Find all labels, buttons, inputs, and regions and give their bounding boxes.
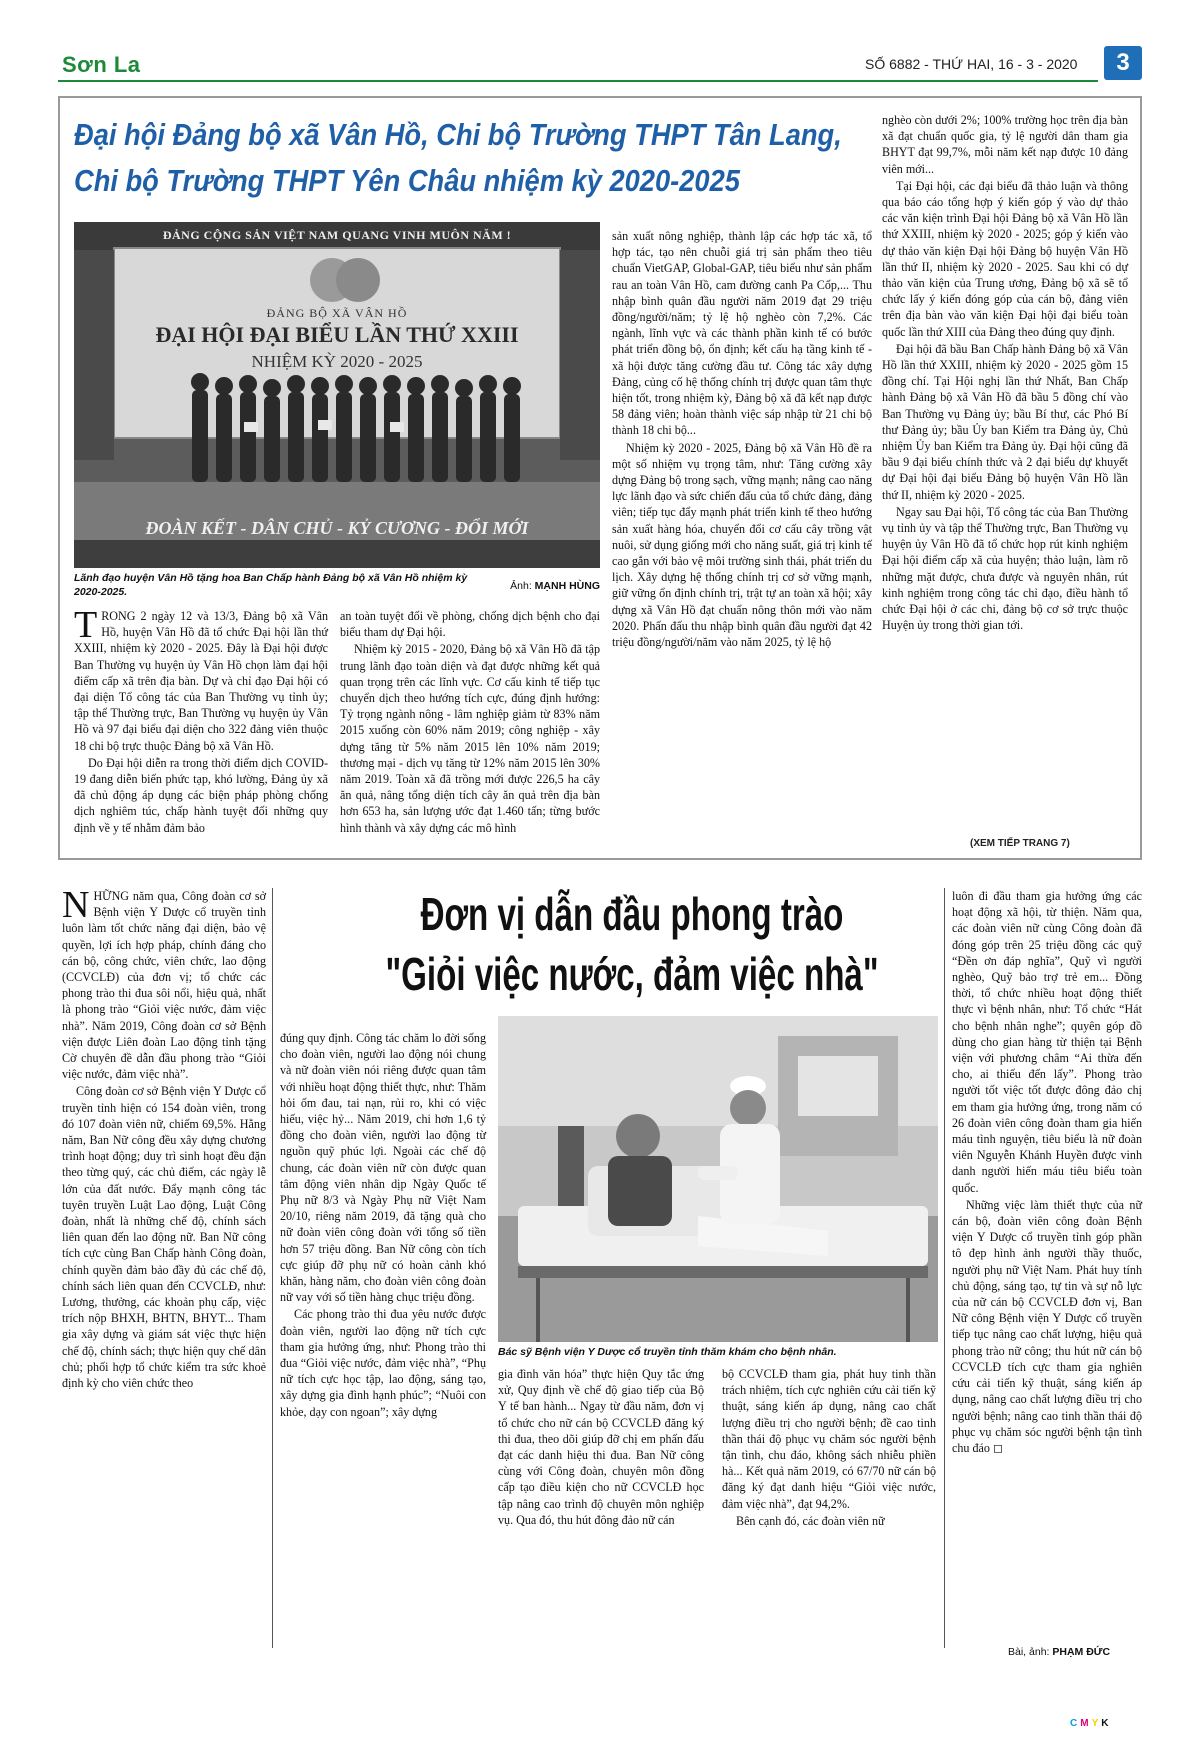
- article-1-headline: [74, 112, 842, 204]
- article-1-continued: (XEM TIẾP TRANG 7): [970, 838, 1070, 849]
- article-2-column-2: [280, 1030, 486, 1420]
- photo-line1: ĐẢNG BỘ XÃ VÂN HỒ: [266, 306, 408, 320]
- article-2-headline-line1: Đơn vị dẫn đầu phong trào: [420, 888, 844, 940]
- article-2-headline: [282, 884, 982, 1004]
- article-1-headline-line1: Đại hội Đảng bộ xã Vân Hồ, Chi bộ Trường THPT Tân Lang,: [74, 117, 842, 152]
- congress-photo: [74, 222, 600, 568]
- article-2-headline-line2: "Giỏi việc nước, đảm việc nhà": [385, 948, 879, 1000]
- article-1-col1-p1: RONG 2 ngày 12 và 13/3, Đảng bộ xã Vân Hồ, huyện Vân Hồ đã tổ chức Đại hội lần thứ XXIII, nhiệm kỳ 2020 - 2025. Đây là Đại hội được Ban Thường vụ huyện ủy Vân Hồ chọn làm đại hội điểm cấp xã trên địa bàn. Dự và chỉ đạo Đại hội có đại diện Tổ công tác của Ban Thường vụ tỉnh ủy; tập thể Thường trực, Ban Thường vụ huyện ủy Vân Hồ và 97 đại biểu đại diện cho 322 đảng viên thuộc 18 chi bộ trực thuộc Đảng bộ xã Vân Hồ.: [74, 609, 328, 753]
- article-2-col5-p1: luôn đi đầu tham gia hưởng ứng các hoạt động xã hội, từ thiện. Năm qua, các đoàn viên nữ cùng Công đoàn đã đóng góp trên 25 triệu đồng các quỹ “Đền ơn đáp nghĩa”, Quỹ vì người nghèo, Quỹ bảo trợ trẻ em... Đồng thời, tổ chức nhiều hoạt động thiết thực vì bệnh nhân, như: Tổ chức “Hát cho bệnh nhân nghe”; quyên góp đồ dùng cho gian hàng từ thiện tại Bệnh viện với phương châm “Ai thừa đến cho, ai thiếu đến lấy”. Phong trào người tốt việc tốt được đông đảo chị em tham gia hưởng ứng, trong năm có 26 đoàn viên công đoàn tham gia hiến máu tình nguyện, tiêu biểu là nữ đoàn viên Nguyễn Khánh Huyền được vinh danh người hiến máu tiêu biểu toàn quốc.: [952, 889, 1142, 1195]
- photo-slogan: ĐOÀN KẾT - DÂN CHỦ - KỶ CƯƠNG - ĐỔI MỚI: [145, 518, 529, 538]
- header-rule: [58, 80, 1098, 82]
- article-2-col2-p2: Các phong trào thi đua yêu nước được đoàn viên, người lao động nữ tích cực tham gia hưởng ứng, như: Phong trào thi đua “Giỏi việc nước, đảm việc nhà”, “Phụ nữ tích cực học tập, lao động, sáng tạo, xây dựng gia đình hạnh phúc”; “Nuôi con khỏe, dạy con ngoan”; xây dựng: [280, 1307, 486, 1419]
- hospital-photo: [498, 1016, 938, 1342]
- issue-date: SỐ 6882 - THỨ HAI, 16 - 3 - 2020: [865, 56, 1078, 72]
- cmyk-c: C: [1070, 1718, 1081, 1729]
- article-1-column-3: [612, 228, 872, 650]
- cmyk-m: M: [1080, 1718, 1092, 1729]
- column-rule-2: [944, 888, 945, 1648]
- article-2-col4-p2: Bên cạnh đó, các đoàn viên nữ: [736, 1513, 885, 1528]
- article-1-column-2: [340, 608, 600, 836]
- article-2-credit: [1008, 1646, 1110, 1658]
- article-2-col1-p2: Công đoàn cơ sở Bệnh viện Y Dược cổ truyền tỉnh hiện có 154 đoàn viên, trong đó 107 đoàn viên nữ, chiếm 69,5%. Hằng năm, Ban Nữ công đều xây dựng chương trình hoạt động; duy trì sinh hoạt đều đặn theo từng quý, các chủ điểm, các ngày lễ lớn của đất nước. Đẩy mạnh công tác tuyên truyền Luật Lao động, Luật Công đoàn, nhất là những chế độ, chính sách liên quan đến lao động nữ. Ban Nữ công tích cực cùng Ban Chấp hành Công đoàn, chính quyền đảm bảo đầy đủ các chế độ, chính sách liên quan đến CCVCLĐ, như: Lương, thưởng, các khoản phụ cấp, việc trích nộp BHXH, BHTN, BHYT... Tham gia xây dựng và giám sát việc thực hiện chế độ, chính sách; thực hiện quy chế dân chủ; phối hợp tổ chức kiểm tra sức khoẻ định kỳ cho viên chức theo: [62, 1084, 266, 1391]
- column-rule-1: [272, 888, 273, 1648]
- article-1-col2-p2: Nhiệm kỳ 2015 - 2020, Đảng bộ xã Vân Hồ đã tập trung lãnh đạo toàn diện và đạt được những kết quả quan trọng trên các lĩnh vực. Cơ cấu kinh tế tiếp tục chuyển dịch theo hướng tích cực, đúng định hướng: Tỷ trọng ngành nông - lâm nghiệp giảm từ 83% năm 2015 xuống còn 60% năm 2019; công nghiệp - xây dựng tăng từ 5% năm 2015 lên 10% năm 2019; thương mại - dịch vụ tăng từ 12% năm 2015 lên 30% năm 2019. Toàn xã đã trồng mới được 226,5 ha cây ăn quả, nâng tổng diện tích cây ăn quả trên địa bàn hơn 653 ha, sản lượng ước đạt 1.460 tấn; từng bước hình thành và xây dựng các mô hình: [340, 642, 600, 835]
- page-header: [0, 0, 1200, 88]
- article-2-column-3: [498, 1366, 704, 1528]
- photo-line3: NHIỆM KỲ 2020 - 2025: [251, 352, 423, 371]
- article-1-credit-name: MẠNH HÙNG: [534, 580, 600, 592]
- article-1-col1-p2: Do Đại hội diễn ra trong thời điểm dịch COVID-19 đang diễn biến phức tạp, khó lường, Đảng ủy xã đã chủ động áp dụng các biện pháp phòng chống dịch nghiêm túc, chấp hành tuyệt đối những quy định về y tế nhằm đảm bảo: [74, 755, 328, 835]
- article-2-caption: Bác sỹ Bệnh viện Y Dược cổ truyền tỉnh thăm khám cho bệnh nhân.: [498, 1346, 837, 1358]
- cmyk-k: K: [1101, 1718, 1112, 1729]
- article-2-end-mark: ◻: [992, 1440, 1004, 1455]
- article-2-col4-p1: bộ CCVCLĐ tham gia, phát huy tinh thần trách nhiệm, tích cực nghiên cứu cải tiến kỹ thuật, sáng kiến áp dụng, nâng cao chất lượng điều trị cho người bệnh; đề cao tinh thần thái độ phục vụ chăm sóc người bệnh tận tình, chu đáo, không sách nhiễu phiền hà... Kết quả năm 2019, có 67/70 nữ cán bộ đăng ký đạt danh hiệu “Giỏi việc nước, đảm việc nhà”, đạt 94,2%.: [722, 1367, 936, 1511]
- article-1-col4-p2: Tại Đại hội, các đại biểu đã thảo luận và thông qua báo cáo tổng hợp ý kiến góp ý vào dự thảo các văn kiện trình Đại hội Đảng bộ xã Vân Hồ lần thứ XXIII, nhiệm kỳ 2020 - 2025; góp ý kiến vào dự thảo văn kiện Đại hội Đảng bộ huyện Vân Hồ lần thứ II, nhiệm kỳ 2020 - 2025. Sau khi có dự thảo văn kiện của Trung ương, Đảng bộ xã sẽ tổ chức lấy ý kiến đóng góp của cán bộ, đảng viên trên địa bàn vào văn kiện Đại hội đại biểu toàn quốc lần thứ XIII của Đảng theo đúng quy định.: [882, 178, 1128, 339]
- cmyk-y: Y: [1091, 1718, 1102, 1729]
- article-1-credit-label: Ảnh:: [510, 580, 535, 592]
- article-2-col5-p2: Những việc làm thiết thực của nữ cán bộ, đoàn viên công đoàn Bệnh viện Y Dược cổ truyền tỉnh góp phần tô đẹp hình ảnh người thầy thuốc, người phụ nữ Việt Nam. Phát huy tính chủ động, sáng tạo, tự tin và sự nỗ lực của nữ cán bộ CCVCLĐ đơn vị, Ban Nữ công Bệnh viện Y Dược cổ truyền tiếp tục nâng cao chất lượng, hiệu quả phong trào nữ công; thu hút nữ cán bộ CCVCLĐ tích cực tham gia nghiên cứu cải tiến kỹ thuật, sáng kiến áp dụng, nâng cao chất lượng điều trị cho người bệnh; nâng cao tinh thần thái độ phục vụ chăm sóc người bệnh tận tình chu đáo: [952, 1197, 1142, 1455]
- article-2-column-5: [952, 888, 1142, 1456]
- article-1-dropcap: T: [74, 604, 98, 646]
- article-1-col3-p2: Nhiệm kỳ 2020 - 2025, Đảng bộ xã Vân Hồ đề ra một số nhiệm vụ trọng tâm, như: Tăng cường xây dựng Đảng bộ trong sạch, vững mạnh; nâng cao năng lực lãnh đạo và sức chiến đấu của tổ chức đảng, đảng viên; tiếp tục đẩy mạnh phát triển kinh tế theo hướng sản xuất hàng hóa, chuyển đổi cơ cấu cây trồng vật nuôi, sử dụng giống mới cho năng suất, giá trị kinh tế cao gắn với bảo vệ môi trường sinh thái, phát triển du lịch. Xây dựng hệ thống chính trị cơ sở vững mạnh, giữ vững ổn định chính trị, trật tự an toàn xã hội; xây dựng xã Vân Hồ đạt chuẩn nông thôn mới vào năm 2020. Phấn đấu thu nhập bình quân đầu người đạt 42 triệu đồng/người/năm vào năm 2025, tỷ lệ hộ: [612, 440, 872, 650]
- article-1-col4-p4: Ngay sau Đại hội, Tổ công tác của Ban Thường vụ tỉnh ủy và tập thể Thường trực, Ban Thường vụ huyện ủy Vân Hồ đã tổ chức họp rút kinh nghiệm Đại hội điểm cấp xã của huyện; thảo luận, làm rõ những mặt được, chưa được và nguyên nhân, rút kinh nghiệm trong công tác chỉ đạo, điều hành tổ chức Đại hội ở các chi, đảng bộ cơ sở trực thuộc Huyện ủy trong thời gian tới.: [882, 504, 1128, 633]
- page-number: 3: [1116, 49, 1130, 76]
- article-2-col2-p1: đúng quy định. Công tác chăm lo đời sống cho đoàn viên, người lao động nói chung và nữ đoàn viên nói riêng được quan tâm với nhiều hoạt động thiết thực, như: Thăm hỏi ốm đau, tai nạn, rủi ro, khi có việc hiếu, việc hỷ... Năm 2019, chi hơn 1,6 tỷ đồng cho đoàn viên, người lao động từ nguồn quỹ phúc lợi. Ngoài các chế độ chung, các đoàn viên nữ còn được quan tâm động viên nhân dịp Ngày Quốc tế Phụ nữ 8/3 và Ngày Phụ nữ Việt Nam 20/10, riêng năm 2019, đã tặng quà cho nữ đoàn viên công đoàn với tổng số tiền hơn 57 triệu đồng. Ban Nữ công còn tích cực giúp đỡ phụ nữ có hoàn cảnh khó khăn, hàng năm, cho đoàn viên công đoàn nữ vay với số tiền hàng chục triệu đồng.: [280, 1031, 486, 1305]
- article-2-credit-name: PHẠM ĐỨC: [1052, 1646, 1111, 1658]
- photo-line2: ĐẠI HỘI ĐẠI BIỂU LẦN THỨ XXIII: [155, 322, 519, 347]
- article-1-caption: Lãnh đạo huyện Vân Hồ tặng hoa Ban Chấp hành Đảng bộ xã Vân Hồ nhiệm kỳ 2020-2025.: [74, 572, 468, 598]
- article-1-col2-p1: an toàn tuyệt đối về phòng, chống dịch bệnh cho đại biểu tham dự Đại hội.: [340, 609, 600, 640]
- article-1-caption-block: [74, 572, 600, 602]
- section-label: Sơn La: [62, 52, 141, 77]
- article-2-column-4: [722, 1366, 936, 1529]
- article-1-col4-p1: nghèo còn dưới 2%; 100% trường học trên địa bàn xã đạt chuẩn quốc gia, tỷ lệ người dân tham gia BHYT đạt 99,7%, mỗi năm kết nạp được 10 đảng viên mới...: [882, 113, 1128, 176]
- page-number-tab: [1104, 46, 1142, 80]
- hospital-photo-art: [498, 1016, 938, 1342]
- article-1-column-4: [882, 112, 1128, 634]
- article-2-col1-p1: HỮNG năm qua, Công đoàn cơ sở Bệnh viện Y Dược cổ truyền tỉnh luôn làm tốt chức năng đại diện, bảo vệ quyền, lợi ích hợp pháp, chính đáng cho cán bộ, công chức, viên chức, lao động (CCVCLĐ) của đơn vị; tổ chức các phong trào thi đua sôi nổi, hiệu quả, nhất là phong trào “Giỏi việc nước, đảm việc nhà”. Năm 2019, Công đoàn cơ sở Bệnh viện được Liên đoàn Lao động tỉnh tặng Cờ chuyên đề dẫn đầu phong trào “Giỏi việc nước, đảm việc nhà”.: [62, 889, 266, 1082]
- photo-banner-top: ĐẢNG CỘNG SẢN VIỆT NAM QUANG VINH MUÔN NĂM !: [162, 228, 512, 242]
- article-1-headline-line2: Chi bộ Trường THPT Yên Châu nhiệm kỳ 2020-2025: [74, 163, 740, 198]
- article-1-col4-p3: Đại hội đã bầu Ban Chấp hành Đảng bộ xã Vân Hồ lần thứ XXIII, nhiệm kỳ 2020 - 2025 gồm 15 đồng chí. Tại Hội nghị lần thứ Nhất, Ban Chấp hành Đảng bộ xã Vân Hồ đã bầu 5 đồng chí vào Ban Thường vụ Đảng ủy; bầu Bí thư, các Phó Bí thư Đảng ủy; bầu Ủy ban Kiểm tra Đảng ủy, Chủ nhiệm Ủy ban Kiểm tra Đảng ủy. Đại hội cũng đã bầu 9 đại biểu chính thức và 2 đại biểu dự khuyết dự Đại hội đại biểu Đảng bộ huyện Vân Hồ lần thứ II, nhiệm kỳ 2020 - 2025.: [882, 341, 1128, 502]
- article-1-column-1: [74, 604, 328, 836]
- article-2-credit-label: Bài, ảnh:: [1008, 1646, 1053, 1658]
- cmyk-marks: [1070, 1718, 1111, 1729]
- article-1-col3-p1: sản xuất nông nghiệp, thành lập các hợp tác xã, tổ hợp tác, tạo nên chuỗi giá trị sản phẩm theo tiêu chuẩn VietGAP, Global-GAP, tiêu biểu như sản phẩm rau an toàn Vân Hồ, cam đường canh Pa Cốp,... Thu nhập bình quân đầu người năm 2019 đạt 29 triệu đồng/người/năm; tỷ lệ hộ nghèo còn 7,2%. Các ngành, lĩnh vực và các thành phần kinh tế có bước phát triển đồng bộ, ổn định; kết cấu hạ tầng kinh tế - xã hội được tăng cường đầu tư. Công tác xây dựng Đảng, củng cố hệ thống chính trị được quan tâm thực hiện tốt, trong nhiệm kỳ, Đảng bộ xã đã kết nạp được 58 đảng viên; hoàn thành việc sáp nhập từ 21 chi bộ thành 18 chi bộ...: [612, 229, 872, 438]
- article-2-column-1: [62, 884, 266, 1391]
- article-2-col3-p1: gia đình văn hóa” thực hiện Quy tắc ứng xử, Quy định về chế độ giao tiếp của Bộ Y tế ban hành... Ngay từ đầu năm, đơn vị tổ chức cho nữ cán bộ CCVCLĐ đăng ký thi đua, theo dõi giúp đỡ chị em phấn đấu đạt các danh hiệu thi đua. Ban Nữ công cùng với Công đoàn, chuyên môn đồng cấp tạo điều kiện cho nữ CCVCLĐ học tập nâng cao trình độ chuyên môn nghiệp vụ. Qua đó, thu hút đông đảo nữ cán: [498, 1367, 704, 1527]
- congress-photo-art: [74, 222, 600, 568]
- article-1-photo-credit: [510, 580, 600, 592]
- article-2-dropcap: N: [62, 884, 90, 926]
